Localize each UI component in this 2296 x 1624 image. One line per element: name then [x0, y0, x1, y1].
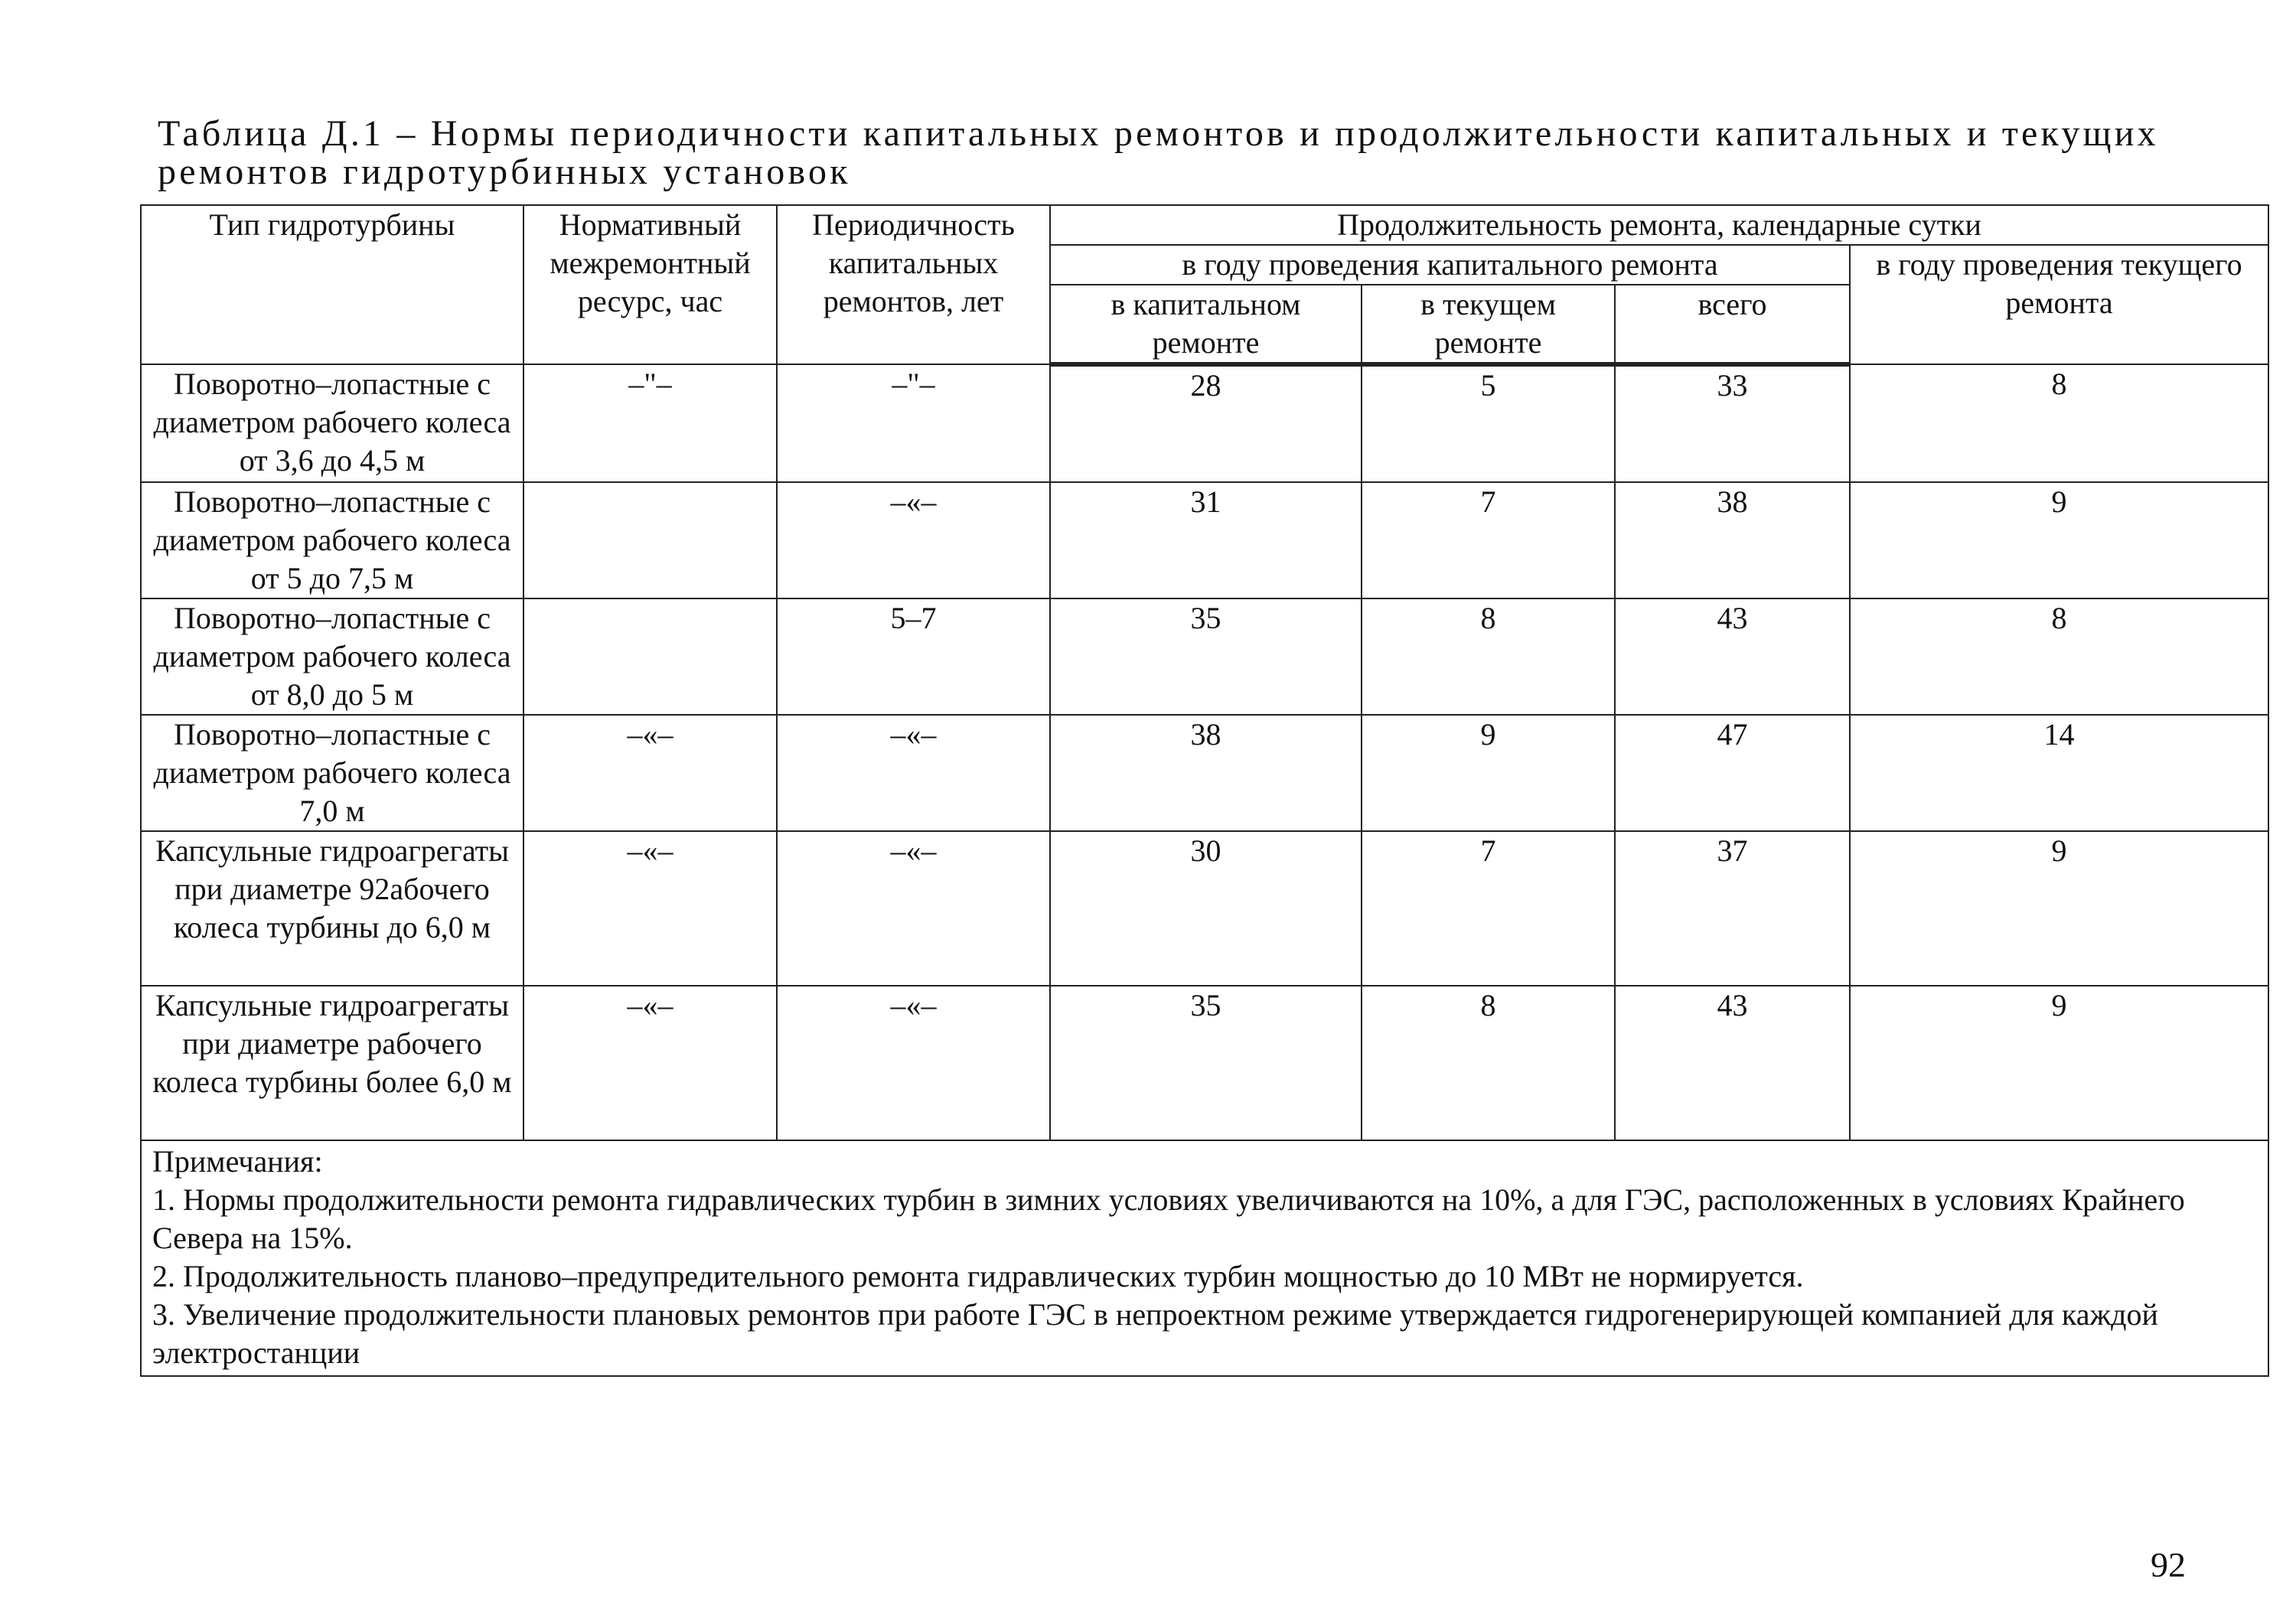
- current-year-days-cell: 8: [1850, 598, 2268, 715]
- turbine-type-cell: Капсульные гидроагрегаты при диаметре рабочего колеса турбины более 6,0 м: [141, 986, 523, 1140]
- turbine-type-cell: Поворотно–лопастные с диаметром рабочего колеса от 5 до 7,5 м: [141, 482, 523, 598]
- current-days-cell: 8: [1362, 986, 1615, 1140]
- note-item: 1. Нормы продолжительности ремонта гидравлических турбин в зимних условиях увеличиваются на 10%, а для ГЭС, расположенных в условиях Крайнего Севера на 15%.: [152, 1182, 2185, 1255]
- resource-cell: [523, 598, 777, 715]
- header-in-capital: в капитальном ремонте: [1050, 285, 1362, 364]
- table-row: [141, 986, 2268, 1140]
- turbine-type-cell: Капсульные гидроагрегаты при диаметре 92абочего колеса турбины до 6,0 м: [141, 831, 523, 986]
- current-days-cell: 7: [1362, 831, 1615, 986]
- capital-days-cell: 30: [1050, 831, 1362, 986]
- current-days-cell: 7: [1362, 482, 1615, 598]
- capital-days-cell: 28: [1050, 364, 1362, 482]
- periodicity-cell: 5–7: [777, 598, 1050, 715]
- current-year-days-cell: 8: [1850, 364, 2268, 482]
- periodicity-cell: –«–: [777, 715, 1050, 831]
- note-item: 2. Продолжительность планово–предупредительного ремонта гидравлических турбин мощностью до 10 МВт не нормируется.: [152, 1259, 1804, 1293]
- periodicity-cell: –«–: [777, 831, 1050, 986]
- total-days-cell: 37: [1615, 831, 1850, 986]
- total-days-cell: 47: [1615, 715, 1850, 831]
- header-in-current: в текущем ремонте: [1362, 285, 1615, 364]
- table-row: [141, 715, 2268, 831]
- notes-cell: [141, 1140, 2268, 1376]
- header-turbine-type: Тип гидротурбины: [141, 205, 523, 364]
- resource-cell: –"–: [523, 364, 777, 482]
- current-year-days-cell: 9: [1850, 986, 2268, 1140]
- notes-title: Примечания:: [152, 1144, 323, 1179]
- total-days-cell: 38: [1615, 482, 1850, 598]
- resource-cell: –«–: [523, 715, 777, 831]
- page-number: 92: [2151, 1545, 2186, 1584]
- header-duration-group: Продолжительность ремонта, календарные сутки: [1050, 205, 2268, 245]
- current-days-cell: 9: [1362, 715, 1615, 831]
- table-row: [141, 482, 2268, 598]
- periodicity-cell: –"–: [777, 364, 1050, 482]
- table-caption: Таблица Д.1 – Нормы периодичности капитальных ремонтов и продолжительности капитальных и текущих ремонтов гидротурбинных установок: [158, 113, 2159, 192]
- capital-days-cell: 35: [1050, 986, 1362, 1140]
- note-item: 3. Увеличение продолжительности плановых ремонтов при работе ГЭС в непроектном режиме утверждается гидрогенерирующей компанией для каждой электростанции: [152, 1297, 2158, 1370]
- periodicity-cell: –«–: [777, 986, 1050, 1140]
- current-year-days-cell: 14: [1850, 715, 2268, 831]
- current-year-days-cell: 9: [1850, 482, 2268, 598]
- current-days-cell: 5: [1362, 364, 1615, 482]
- total-days-cell: 43: [1615, 598, 1850, 715]
- capital-days-cell: 38: [1050, 715, 1362, 831]
- resource-cell: [523, 482, 777, 598]
- repair-norms-table: [140, 204, 2269, 1377]
- header-total: всего: [1615, 285, 1850, 364]
- capital-days-cell: 35: [1050, 598, 1362, 715]
- turbine-type-cell: Поворотно–лопастные с диаметром рабочего колеса от 3,6 до 4,5 м: [141, 364, 523, 482]
- table-row: [141, 364, 2268, 482]
- total-days-cell: 33: [1615, 364, 1850, 482]
- resource-cell: –«–: [523, 831, 777, 986]
- header-current-year: в году проведения текущего ремонта: [1850, 245, 2268, 364]
- periodicity-cell: –«–: [777, 482, 1050, 598]
- capital-days-cell: 31: [1050, 482, 1362, 598]
- total-days-cell: 43: [1615, 986, 1850, 1140]
- notes-row: [141, 1140, 2268, 1376]
- turbine-type-cell: Поворотно–лопастные с диаметром рабочего колеса от 8,0 до 5 м: [141, 598, 523, 715]
- table-row: [141, 598, 2268, 715]
- turbine-type-cell: Поворотно–лопастные с диаметром рабочего колеса 7,0 м: [141, 715, 523, 831]
- current-year-days-cell: 9: [1850, 831, 2268, 986]
- header-periodicity: Периодичность капитальных ремонтов, лет: [777, 205, 1050, 364]
- current-days-cell: 8: [1362, 598, 1615, 715]
- resource-cell: –«–: [523, 986, 777, 1140]
- header-normative-resource: Нормативный межремонтный ресурс, час: [523, 205, 777, 364]
- header-capital-year-group: в году проведения капитального ремонта: [1050, 245, 1850, 285]
- table-row: [141, 831, 2268, 986]
